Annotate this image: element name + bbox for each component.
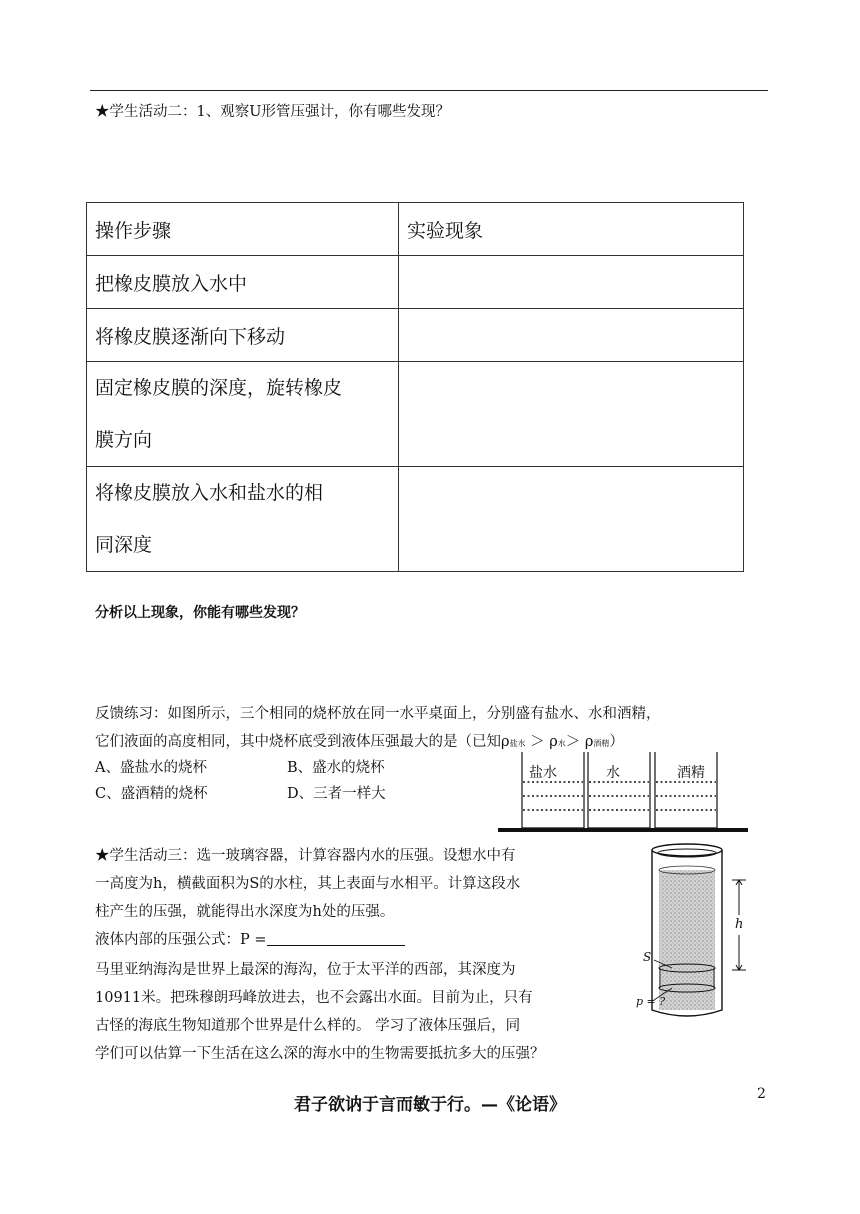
label-p: p = ? <box>636 995 666 1008</box>
step-cell <box>87 467 399 572</box>
table-surface <box>498 828 748 832</box>
label-h: h <box>735 917 744 932</box>
step-cell <box>87 362 399 467</box>
step-line: 同深度 <box>95 534 153 556</box>
activity3-line5: 马里亚纳海沟是世界上最深的海沟，位于太平洋的西部，其深度为 <box>95 962 516 978</box>
activity3-line7: 古怪的海底生物知道那个世界是什么样的。 学习了液体压强后，同 <box>95 1018 521 1034</box>
page-number: 2 <box>757 1086 766 1102</box>
formula-blank[interactable] <box>267 929 405 946</box>
activity3-line1: ★学生活动三：选一玻璃容器，计算容器内水的压强。设想水中有 <box>95 848 516 864</box>
beaker-label-alcohol: 酒精 <box>677 765 705 781</box>
result-cell[interactable] <box>399 256 744 309</box>
option-c: C、盛酒精的烧杯 <box>95 786 208 802</box>
table-row <box>87 362 744 467</box>
feedback-text: ） <box>609 734 624 750</box>
table-row <box>87 467 744 572</box>
activity2-title: ★学生活动二：1、观察U形管压强计，你有哪些发现？ <box>95 104 450 120</box>
table-row <box>87 256 744 309</box>
step-cell: 将橡皮膜逐渐向下移动 <box>87 309 399 362</box>
water-fill <box>659 870 715 1010</box>
table-row <box>87 309 744 362</box>
header-result: 实验现象 <box>399 203 744 256</box>
feedback-text: ＞ ρ <box>525 734 558 750</box>
step-line: 膜方向 <box>95 429 153 451</box>
option-a: A、盛盐水的烧杯 <box>95 760 207 776</box>
rho-subscript: 酒精 <box>593 739 610 748</box>
rho-subscript: 盐水 <box>509 739 526 748</box>
header-step: 操作步骤 <box>87 203 399 256</box>
label-s: S <box>643 950 652 964</box>
activity3-line6: 10911米。把珠穆朗玛峰放进去，也不会露出水面。目前为止，只有 <box>95 990 533 1006</box>
step-cell: 把橡皮膜放入水中 <box>87 256 399 309</box>
beaker-label-saltwater: 盐水 <box>529 765 557 781</box>
activity3-line8: 学们可以估算一下生活在这么深的海水中的生物需要抵抗多大的压强？ <box>95 1046 545 1062</box>
feedback-line1: 反馈练习：如图所示，三个相同的烧杯放在同一水平桌面上，分别盛有盐水、水和酒精， <box>95 706 661 722</box>
table-header-row <box>87 203 744 256</box>
result-cell[interactable] <box>399 467 744 572</box>
container-rim <box>652 844 722 856</box>
formula-text: 液体内部的压强公式：P = <box>95 932 267 948</box>
rho-subscript: 水 <box>557 739 566 748</box>
analysis-prompt: 分析以上现象，你能有哪些发现？ <box>95 605 305 621</box>
step-line: 将橡皮膜放入水和盐水的相 <box>95 482 324 504</box>
feedback-text: ＞ ρ <box>565 734 594 750</box>
experiment-table <box>86 202 744 572</box>
beakers-figure <box>498 748 748 834</box>
option-b: B、盛水的烧杯 <box>287 760 385 776</box>
beaker-label-water: 水 <box>606 765 620 781</box>
footer-quote: 君子欲讷于言而敏于行。—《论语》 <box>294 1095 566 1115</box>
step-line: 固定橡皮膜的深度，旋转橡皮 <box>95 377 343 399</box>
water-column-figure <box>630 840 765 1020</box>
formula-line <box>95 928 405 952</box>
result-cell[interactable] <box>399 362 744 467</box>
feedback-text: 它们液面的高度相同，其中烧杯底受到液体压强最大的是（已知ρ <box>95 734 510 750</box>
activity3-line3: 柱产生的压强，就能得出水深度为h处的压强。 <box>95 904 395 920</box>
option-d: D、三者一样大 <box>287 786 386 802</box>
result-cell[interactable] <box>399 309 744 362</box>
activity3-line2: 一高度为h，横截面积为S的水柱，其上表面与水相平。计算这段水 <box>95 876 521 892</box>
header-rule <box>90 90 768 91</box>
